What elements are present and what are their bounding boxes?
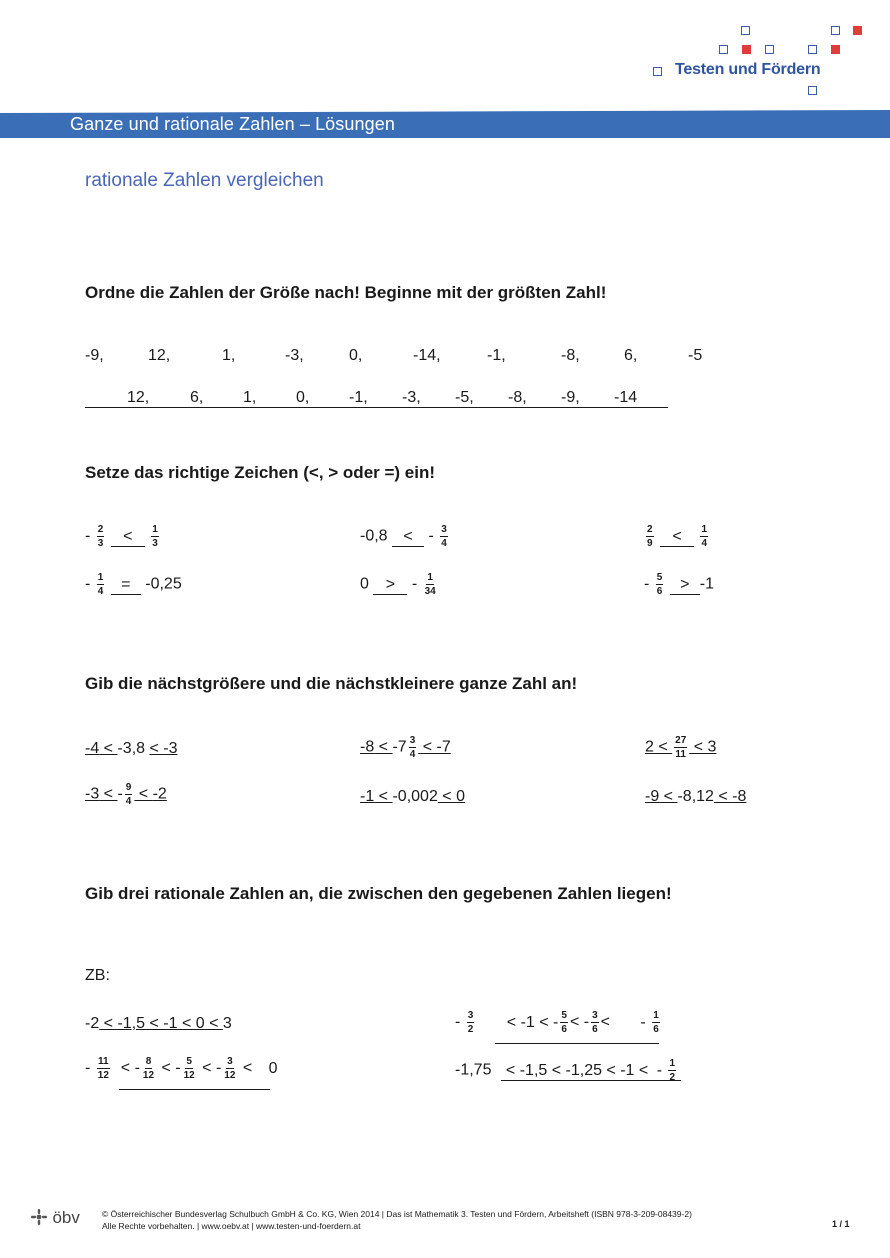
answer-number: 0,	[296, 389, 310, 406]
denominator: 12	[142, 1070, 155, 1081]
value: -1,75	[455, 1061, 492, 1079]
denominator: 4	[409, 749, 416, 760]
less-than: <	[437, 788, 457, 805]
less-than: <	[99, 785, 118, 803]
fraction	[125, 782, 133, 807]
numerator: 3	[409, 735, 416, 746]
answer-sign: <	[111, 528, 145, 547]
numerator: 2	[647, 524, 653, 535]
answer-line	[119, 1089, 270, 1090]
compare-item	[85, 572, 182, 597]
page-number: 1 / 1	[832, 1219, 850, 1229]
between-item	[85, 1015, 232, 1033]
answer: < -1,5 < -1,25 < -1 <	[505, 1061, 649, 1079]
fraction	[591, 1010, 599, 1035]
denominator: 11	[675, 749, 686, 760]
numerator: 1	[653, 1010, 659, 1021]
minus-sign: -	[656, 1061, 663, 1079]
task2-instruction: Setze das richtige Zeichen (<, > oder =) ein!	[85, 463, 436, 482]
answer-line	[85, 407, 668, 408]
answer: < -1 < -	[506, 1013, 559, 1031]
task1-instruction: Ordne die Zahlen der Größe nach! Beginne mit der größten Zahl!	[85, 283, 607, 302]
value: 0	[360, 575, 369, 593]
value: -7	[392, 738, 407, 756]
answer-number: -14	[614, 389, 638, 406]
value: -1	[699, 575, 715, 593]
value: 3	[222, 1015, 232, 1032]
less-than: <	[99, 740, 118, 757]
upper-bound: -2	[152, 785, 167, 803]
integer-bounds	[645, 788, 746, 806]
numerator: 5	[186, 1056, 192, 1067]
lower-bound: -8	[360, 738, 375, 756]
answer-sign: >	[373, 576, 407, 595]
number: -3,	[285, 347, 304, 364]
denominator: 3	[97, 538, 104, 549]
numerator: 1	[427, 572, 433, 583]
integer-bounds	[360, 735, 451, 760]
rights-line: Alle Rechte vorbehalten. | www.oebv.at | www.testen-und-foerdern.at	[102, 1221, 361, 1231]
answer-number: 12,	[127, 389, 150, 406]
numerator: 2	[97, 524, 104, 535]
fraction	[656, 572, 664, 597]
value: -3,8	[117, 740, 146, 757]
numerator: 1	[669, 1058, 676, 1069]
value: -8,12	[677, 788, 714, 805]
lower-bound: -4	[85, 740, 100, 757]
denominator: 2	[669, 1072, 676, 1083]
integer-bounds	[85, 782, 167, 807]
compare-item	[644, 524, 710, 549]
minus-sign: -	[640, 1013, 646, 1031]
value: 0	[268, 1059, 278, 1077]
denominator: 9	[647, 538, 653, 549]
number: 1,	[222, 347, 236, 364]
less-than: <	[653, 738, 673, 756]
fraction	[440, 524, 448, 549]
number: -14,	[413, 347, 441, 364]
number: -8,	[561, 347, 580, 364]
denominator: 12	[97, 1070, 109, 1081]
upper-bound: -7	[436, 738, 451, 756]
less-than: <	[374, 788, 393, 805]
fraction	[700, 524, 708, 549]
logo-square	[653, 67, 662, 76]
upper-bound: 3	[707, 738, 717, 756]
logo-square	[719, 45, 728, 54]
minus-sign: -	[644, 575, 650, 593]
lower-bound: -1	[360, 788, 375, 805]
logo-square	[853, 26, 862, 35]
minus-sign: -	[85, 527, 91, 545]
numerator: 8	[145, 1056, 152, 1067]
logo-square	[741, 26, 750, 35]
answer: < -	[569, 1013, 590, 1031]
denominator: 4	[701, 538, 708, 549]
numerator: 5	[561, 1010, 567, 1021]
logo-square	[765, 45, 774, 54]
logo-square	[808, 86, 817, 95]
denominator: 6	[656, 586, 663, 597]
lower-bound: -9	[645, 788, 660, 805]
numerator: 3	[467, 1010, 474, 1021]
answer: <	[238, 1059, 253, 1077]
answer-number: -9,	[561, 389, 580, 406]
fraction	[409, 735, 417, 760]
answer: <	[600, 1013, 610, 1031]
answer-number: 6,	[190, 389, 204, 406]
integer-bounds	[360, 788, 465, 806]
answer-sign: <	[392, 528, 424, 547]
numerator: 9	[125, 782, 132, 793]
value: -0,25	[145, 575, 182, 593]
answer-number: -5,	[455, 389, 474, 406]
answer: < -	[197, 1059, 222, 1077]
numerator: 11	[98, 1056, 109, 1067]
compare-item	[644, 572, 714, 597]
fraction	[560, 1010, 568, 1035]
answer-sign: =	[111, 576, 141, 595]
fraction	[674, 735, 687, 760]
numerator: 1	[701, 524, 708, 535]
value: -0,002	[392, 788, 438, 805]
answer: < -1,5 < -1 < 0 <	[99, 1015, 223, 1032]
numerator: 3	[592, 1010, 598, 1021]
upper-bound: 0	[456, 788, 465, 805]
denominator: 3	[152, 538, 158, 549]
less-than: <	[418, 738, 437, 756]
denominator: 6	[592, 1024, 598, 1035]
logo-square	[808, 45, 817, 54]
number: -5	[688, 347, 703, 364]
minus-sign: -	[85, 575, 91, 593]
number: -9,	[85, 347, 104, 364]
logo-square	[831, 45, 840, 54]
upper-bound: -3	[163, 740, 178, 757]
compare-item	[85, 524, 161, 549]
denominator: 6	[653, 1024, 659, 1035]
copyright-line: © Österreichischer Bundesverlag Schulbuch GmbH & Co. KG, Wien 2014 | Das ist Mathematik 3. Testen und Fördern, Arbeitsheft (ISBN 978-3-209-08439-2)	[102, 1209, 692, 1219]
logo-square	[742, 45, 751, 54]
task4-instruction: Gib drei rationale Zahlen an, die zwischen den gegebenen Zahlen liegen!	[85, 884, 672, 903]
fraction	[142, 1056, 155, 1081]
denominator: 12	[183, 1070, 195, 1081]
fraction	[223, 1056, 236, 1081]
denominator: 2	[467, 1024, 474, 1035]
denominator: 4	[97, 586, 104, 597]
denominator: 12	[224, 1070, 236, 1081]
less-than: <	[374, 738, 393, 756]
numerator: 27	[675, 735, 687, 746]
number: 12,	[148, 347, 171, 364]
fraction	[424, 572, 437, 597]
section-title: rationale Zahlen vergleichen	[85, 170, 324, 191]
minus-sign: -	[455, 1013, 461, 1031]
logo-square	[831, 26, 840, 35]
lower-bound: -3	[85, 785, 100, 803]
answer-line	[501, 1080, 681, 1081]
publisher-name: öbv	[52, 1208, 80, 1227]
fraction	[652, 1010, 660, 1035]
denominator: 4	[125, 796, 132, 807]
integer-bounds	[645, 735, 716, 760]
page-title: Ganze und rationale Zahlen – Lösungen	[70, 114, 395, 134]
example-label: ZB:	[85, 967, 110, 984]
minus-sign: -	[85, 1059, 91, 1077]
answer: < -	[116, 1059, 140, 1077]
publisher-logo	[30, 1208, 80, 1228]
footer-text	[102, 1208, 692, 1232]
logo-text: Testen und Fördern	[675, 61, 821, 78]
lower-bound: 2	[645, 738, 654, 756]
answer-sign: >	[670, 576, 700, 595]
fraction	[467, 1010, 475, 1035]
compare-item	[360, 572, 439, 597]
answer-number: -3,	[402, 389, 421, 406]
minus-sign: -	[117, 785, 123, 803]
minus-sign: -	[411, 575, 418, 593]
number: -1,	[487, 347, 506, 364]
answer-line	[495, 1043, 659, 1044]
numerator: 5	[656, 572, 663, 583]
numerator: 1	[152, 524, 158, 535]
fraction	[151, 524, 159, 549]
answer-number: -8,	[508, 389, 527, 406]
answer-number: 1,	[243, 389, 257, 406]
task3-instruction: Gib die nächstgrößere und die nächstkleinere ganze Zahl an!	[85, 674, 578, 693]
fraction	[97, 1056, 110, 1081]
less-than: <	[149, 740, 164, 757]
between-item	[455, 1010, 662, 1035]
value: -0,8	[360, 527, 388, 545]
number: 6,	[624, 347, 638, 364]
answer: < -	[157, 1059, 181, 1077]
answer-sign: <	[660, 528, 694, 547]
denominator: 34	[424, 586, 436, 597]
compare-item	[360, 524, 450, 549]
integer-bounds	[85, 740, 178, 758]
denominator: 6	[561, 1024, 567, 1035]
fraction	[97, 572, 105, 597]
numerator: 3	[227, 1056, 233, 1067]
denominator: 4	[441, 538, 447, 549]
publisher-star-icon	[30, 1208, 48, 1226]
value: -2	[85, 1015, 100, 1032]
fraction	[183, 1056, 196, 1081]
between-item	[85, 1056, 278, 1081]
less-than: <	[134, 785, 153, 803]
fraction	[646, 524, 654, 549]
upper-bound: -8	[732, 788, 747, 805]
less-than: <	[713, 788, 733, 805]
minus-sign: -	[428, 527, 434, 545]
fraction	[97, 524, 105, 549]
numerator: 1	[97, 572, 104, 583]
numerator: 3	[441, 524, 447, 535]
answer-number: -1,	[349, 389, 368, 406]
number: 0,	[349, 347, 363, 364]
less-than: <	[689, 738, 708, 756]
less-than: <	[659, 788, 678, 805]
